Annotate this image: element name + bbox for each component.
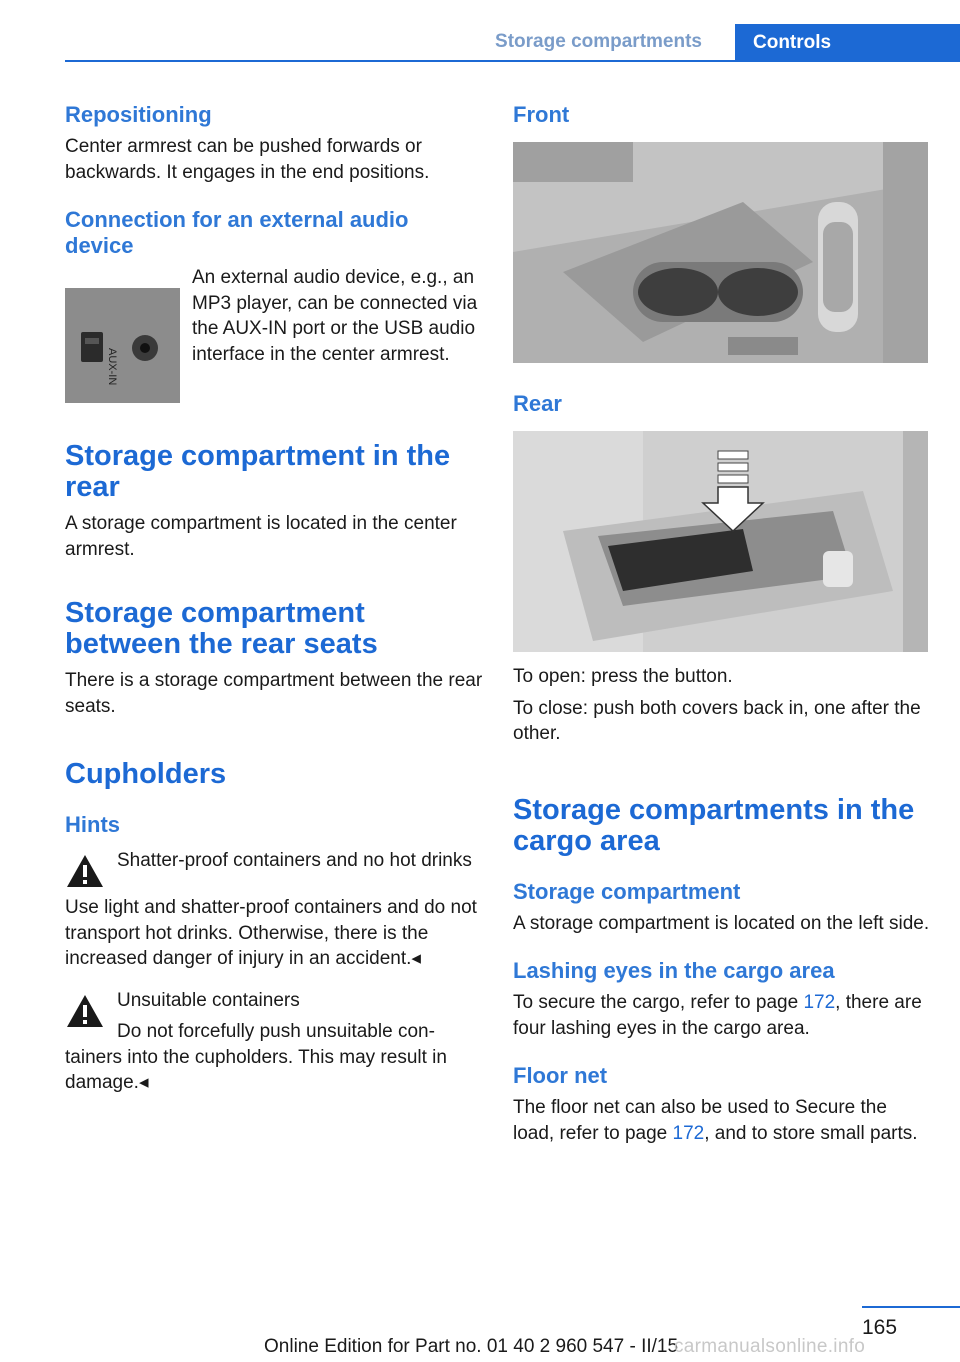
left-column <box>65 100 483 1096</box>
front-cupholder-image <box>513 142 928 363</box>
front-label: Front <box>513 102 570 127</box>
warning-unsuitable-title: Unsuitable containers <box>117 989 300 1011</box>
floor-net-text-a: The floor net can also be used to Secure the load, refer to page <box>513 1097 887 1144</box>
between-seats-text: There is a storage compartment between the rear seats. <box>65 670 483 717</box>
cupholders-heading: Cupholders <box>65 758 227 790</box>
close-instruction: To close: push both covers back in, one after the other. <box>513 697 921 744</box>
between-seats-heading: Storage compartment between the rear seats <box>65 597 378 660</box>
warning-unsuitable <box>65 988 483 1045</box>
page-header <box>0 0 960 62</box>
warning-unsuitable-text: tainers into the cupholders. This may result in damage.◂ <box>65 1046 447 1093</box>
svg-text:AUX-IN: AUX-IN <box>106 348 118 386</box>
audio-heading: Connection for an external audio device <box>65 207 409 258</box>
rear-label: Rear <box>513 391 562 416</box>
warning-shatterproof-text: Use light and shatter-proof containers and do not transport hot drinks. Otherwise, there is the increased danger of injury in an accident.◂ <box>65 897 477 969</box>
warning-triangle-icon <box>65 993 105 1029</box>
footer-watermark: carmanualsonline.info <box>674 1336 866 1357</box>
footer-rule <box>862 1306 960 1308</box>
header-rule <box>65 60 960 62</box>
floor-net-text-b: , and to store small parts. <box>704 1122 918 1144</box>
aux-usb-port-image <box>65 288 180 403</box>
footer-edition: Online Edition for Part no. 01 40 2 960 547 - II/15 <box>264 1336 679 1357</box>
lashing-page-link[interactable]: 172 <box>803 992 836 1013</box>
rear-storage-text: A storage compartment is located in the center armrest. <box>65 513 457 560</box>
hints-heading: Hints <box>65 812 120 837</box>
floor-net-text <box>513 1095 930 1146</box>
lashing-eyes-text-a: To secure the cargo, refer to page <box>513 992 804 1013</box>
page-number: 165 <box>862 1316 898 1339</box>
rear-cupholder-image <box>513 431 928 652</box>
warning-shatterproof <box>65 848 483 889</box>
warning-unsuitable-lead: Do not forcefully push unsuitable con- <box>117 1021 435 1042</box>
repositioning-heading: Repositioning <box>65 102 212 127</box>
header-chapter-tab: Controls <box>735 24 960 62</box>
audio-block <box>65 265 483 403</box>
cargo-heading: Storage compartments in the cargo area <box>513 793 915 857</box>
rear-storage-heading: Storage compartment in the rear <box>65 440 451 503</box>
storage-compartment-heading: Storage compartment <box>513 878 741 904</box>
header-section-title: Storage compartments <box>495 31 702 52</box>
open-instruction: To open: press the button. <box>513 666 733 687</box>
floor-net-page-link[interactable]: 172 <box>672 1122 705 1144</box>
storage-compartment-text: A storage compartment is located on the left side. <box>513 912 930 934</box>
warning-triangle-icon <box>65 853 105 889</box>
right-column <box>513 100 930 1146</box>
lashing-eyes-text-b: , there are four lashing eyes in the cargo area. <box>513 992 922 1039</box>
lashing-eyes-text <box>513 990 930 1041</box>
floor-net-heading: Floor net <box>513 1063 608 1088</box>
repositioning-text: Center armrest can be pushed forwards or backwards. It engages in the end positions. <box>65 136 430 183</box>
audio-text: An external audio device, e.g., an MP3 player, can be connected via the AUX-IN port or the USB audio interface in the center armrest. <box>192 267 478 365</box>
lashing-eyes-heading: Lashing eyes in the cargo area <box>513 958 835 983</box>
warning-shatterproof-title: Shatter-proof containers and no hot drinks <box>117 850 472 871</box>
